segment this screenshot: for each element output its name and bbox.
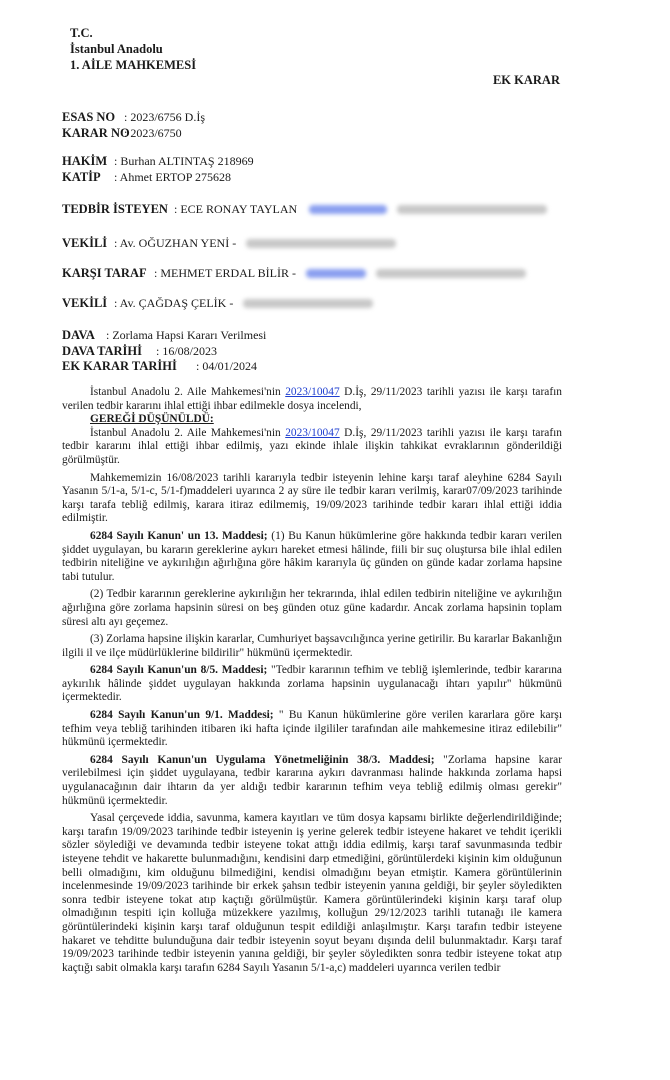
karar-label: KARAR NO	[62, 126, 130, 140]
paragraph-law-9-1	[62, 709, 562, 750]
decision-body	[62, 386, 562, 975]
law-reference: 6284 Sayılı Kanun'un 9/1. Maddesi;	[90, 709, 274, 722]
paragraph-text: "Tedbir kararının tefhim ve tebliğ işlemlerinde, tedbir kararına aykırılık hâlinde şiddet uygulayan hakkında zorlama hapsinin uygulanacağı ihtarı yapılır" hükmünü içermektedir.	[62, 664, 562, 704]
karsi-taraf-value: : MEHMET ERDAL BİLİR -	[154, 266, 296, 280]
redacted-info	[246, 239, 396, 248]
tedbir-isteyen-value: : ECE RONAY TAYLAN	[174, 202, 298, 216]
paragraph-intro	[62, 386, 562, 413]
ek-karar-tarihi-row	[62, 357, 257, 375]
tedbir-isteyen-row	[62, 200, 547, 218]
esas-label: ESAS NO	[62, 110, 116, 124]
ek-karar-tarihi-label: EK KARAR TARİHİ	[62, 359, 177, 373]
redacted-email	[306, 269, 366, 278]
court-line-tc: T.C.	[70, 26, 93, 40]
katip-row	[62, 168, 231, 186]
karsi-taraf-label: KARŞI TARAF	[62, 266, 147, 280]
paragraph-regulation-38-3	[62, 754, 562, 808]
gereği-heading: GEREĞİ DÜŞÜNÜLDÜ:	[90, 413, 214, 426]
redacted-email	[309, 205, 387, 214]
law-reference: 6284 Sayılı Kanun'un Uygulama Yönetmeliğinin 38/3. Maddesi;	[90, 753, 435, 766]
vekili-1-label: VEKİLİ	[62, 236, 108, 250]
hakim-value: : Burhan ALTINTAŞ 218969	[114, 154, 254, 168]
vekili-2-value: : Av. ÇAĞDAŞ ÇELİK -	[114, 296, 234, 310]
paragraph-text: İstanbul Anadolu 2. Aile Mahkemesi'nin	[90, 426, 286, 439]
vekili-2-label: VEKİLİ	[62, 296, 108, 310]
dava-label: DAVA	[62, 328, 95, 342]
court-line-city: İstanbul Anadolu	[70, 42, 163, 56]
case-link[interactable]: 2023/10047	[285, 426, 340, 439]
dava-tarihi-value: : 16/08/2023	[156, 344, 218, 358]
redacted-info	[243, 299, 373, 308]
paragraph-text: D.İş, 29/11/2023 tarihli yazısı ile karşı tarafın tedbir kararını ihlal ettiği ihbar edilmiş, yazı ekinde ihlale ilişkin tahkikat evraklarının gönderildiği görülmüştür.	[62, 426, 562, 466]
paragraph-decision: Mahkememizin 16/08/2023 tarihli kararıyla tedbir isteyenin lehine karşı taraf aleyhine 6284 Sayılı Yasanın 5/1-a, 5/1-c, 5/1-f)maddeleri uyarınca 2 ay süre ile tedbir kararı verilmiş, karar07/09/2023 tarihinde karşı tarafa tebliğ edilmiş, karara itiraz edilmemiş, 19/09/2023 tarihinde tedbir kararı ihlal ettiği iddia edilmiştir.	[62, 471, 562, 525]
redacted-info	[376, 269, 526, 278]
katip-label: KATİP	[62, 170, 101, 184]
paragraph-text: (1) Bu Kanun hükümlerine göre hakkında tedbir kararı verilen şiddet uygulayan, bu kararın gereklerine aykırı hareket etmesi hâlinde, fiili bir suç oluştursa bile ihlal edilen tedbirin niteliğine ve aykırılığın ağırlığına göre hâkim kararıyla üç günden on günde kadar zorlama hapsine tabi tutulur.	[62, 529, 562, 583]
esas-value: : 2023/6756 D.İş	[124, 110, 205, 124]
law-reference: 6284 Sayılı Kanun'un 8/5. Maddesi;	[90, 664, 268, 677]
vekili-1-row	[62, 234, 396, 252]
vekili-2-row	[62, 294, 373, 312]
paragraph-notice	[62, 427, 562, 468]
karar-row	[62, 124, 182, 142]
paragraph-text: İstanbul Anadolu 2. Aile Mahkemesi'nin	[90, 386, 286, 398]
hakim-label: HAKİM	[62, 154, 108, 168]
paragraph-law-13-3: (3) Zorlama hapsine ilişkin kararlar, Cumhuriyet başsavcılığınca yerine getirilir. Bu kararlar Bakanlığın ilgili il ve ilçe müdürlüklerine bildirilir" hükmünü içermektedir.	[62, 633, 562, 659]
karar-value: : 2023/6750	[124, 126, 182, 140]
paragraph-evaluation: Yasal çerçevede iddia, savunma, kamera kayıtları ve tüm dosya kapsamı birlikte değerlendirildiğinde; karşı tarafın 19/09/2023 tarihinde tedbir isteyenin iş yerine gelerek tedbir isteyene hakaret ve tehdit içerikli sözler söylediği ve devamında tedbir isteyene tokat attığı iddia edilmiş, karşı taraf savunmasında tedbir isteyene tehdit ve hakarette bulunmadığını, kendisini darp etmediğini, görüntülerdeki kişinin kim olduğunun belli olmadığını, kim olduğunu bilmediğini, kendisi olmadığını beyan etmiştir. Kamera görüntülerinin incelenmesinde 19/09/2023 tarihinde bir erkek şahsın tedbir isteyenin yanına geldiği, bir şeyler söyledikten sonra tedbir isteyene tokat atıp kaçtığı görülmüştür. Kamera görüntülerindeki kişinin karşı taraf olup olmadığının tespiti için kolluğa müzekkere yazılmış, kolluğun 29/12/2023 tarihli tutanağı ile kamera görüntülerindeki kişinin karşı taraf olduğunun tespit edildiği anlaşılmıştır. Karşı tarafın tedbir isteyene hakaret ve tehditte bulunduğuna dair tedbir isteyenin soyut beyanı dışında delil bulunmaktadır. Karşı taraf 19/09/2023 tarihinde tedbir isteyenin yanına geldiği, bir şeyler söyledikten sonra tedbir isteyene tokat atıp kaçtığı sabit olmakla karşı tarafın 6284 Sayılı Yasanın 5/1-a,c) maddeleri uyarınca verilen tedbir	[62, 812, 562, 974]
paragraph-law-8-5	[62, 664, 562, 705]
document-type: EK KARAR	[492, 73, 560, 87]
paragraph-law-13	[62, 530, 562, 584]
tedbir-isteyen-label: TEDBİR İSTEYEN	[62, 202, 168, 216]
paragraph-text: D.İş, 29/11/2023 tarihli yazısı ile karşı tarafın verilen tedbir kararını ihlal ettiği ihbar edilmekle dosya incelendi,	[62, 386, 562, 412]
katip-value: : Ahmet ERTOP 275628	[114, 170, 231, 184]
vekili-1-value: : Av. OĞUZHAN YENİ -	[114, 236, 237, 250]
karsi-taraf-row	[62, 264, 526, 282]
court-name: 1. AİLE MAHKEMESİ	[70, 58, 197, 72]
dava-tarihi-label: DAVA TARİHİ	[62, 344, 143, 358]
paragraph-text: " Bu Kanun hükümlerine göre verilen kararlara göre karşı tefhim veya tebliğ tarihinden itibaren iki hafta içinde ilgililer tarafından aile mahkemesine itiraz edilebilir" hükmünü içermektedir.	[62, 709, 562, 749]
dava-value: : Zorlama Hapsi Kararı Verilmesi	[106, 328, 267, 342]
redacted-info	[397, 205, 547, 214]
case-link[interactable]: 2023/10047	[285, 386, 340, 398]
ek-karar-tarihi-value: : 04/01/2024	[196, 359, 258, 373]
paragraph-text: "Zorlama hapsine karar verilebilmesi için şiddet uygulayana, tedbir kararına aykırı davranması halinde hakkında zorlama hapsi uygulanacağının dair ihtarın da yer aldığı tedbir kararının tefhim veya tebliğ edilmiş olması gerekir" hükmünü içermektedir.	[62, 753, 562, 807]
law-reference: 6284 Sayılı Kanun' un 13. Maddesi;	[90, 529, 268, 542]
paragraph-law-13-2: (2) Tedbir kararının gereklerine aykırılığın her tekrarında, ihlal edilen tedbirin niteliğine ve aykırılığın ağırlığına göre zorlama hapsinin süresi on beş günden otuz güne kadardır. Ancak zorlama hapsinin toplam süresi altı ayı geçemez.	[62, 588, 562, 628]
